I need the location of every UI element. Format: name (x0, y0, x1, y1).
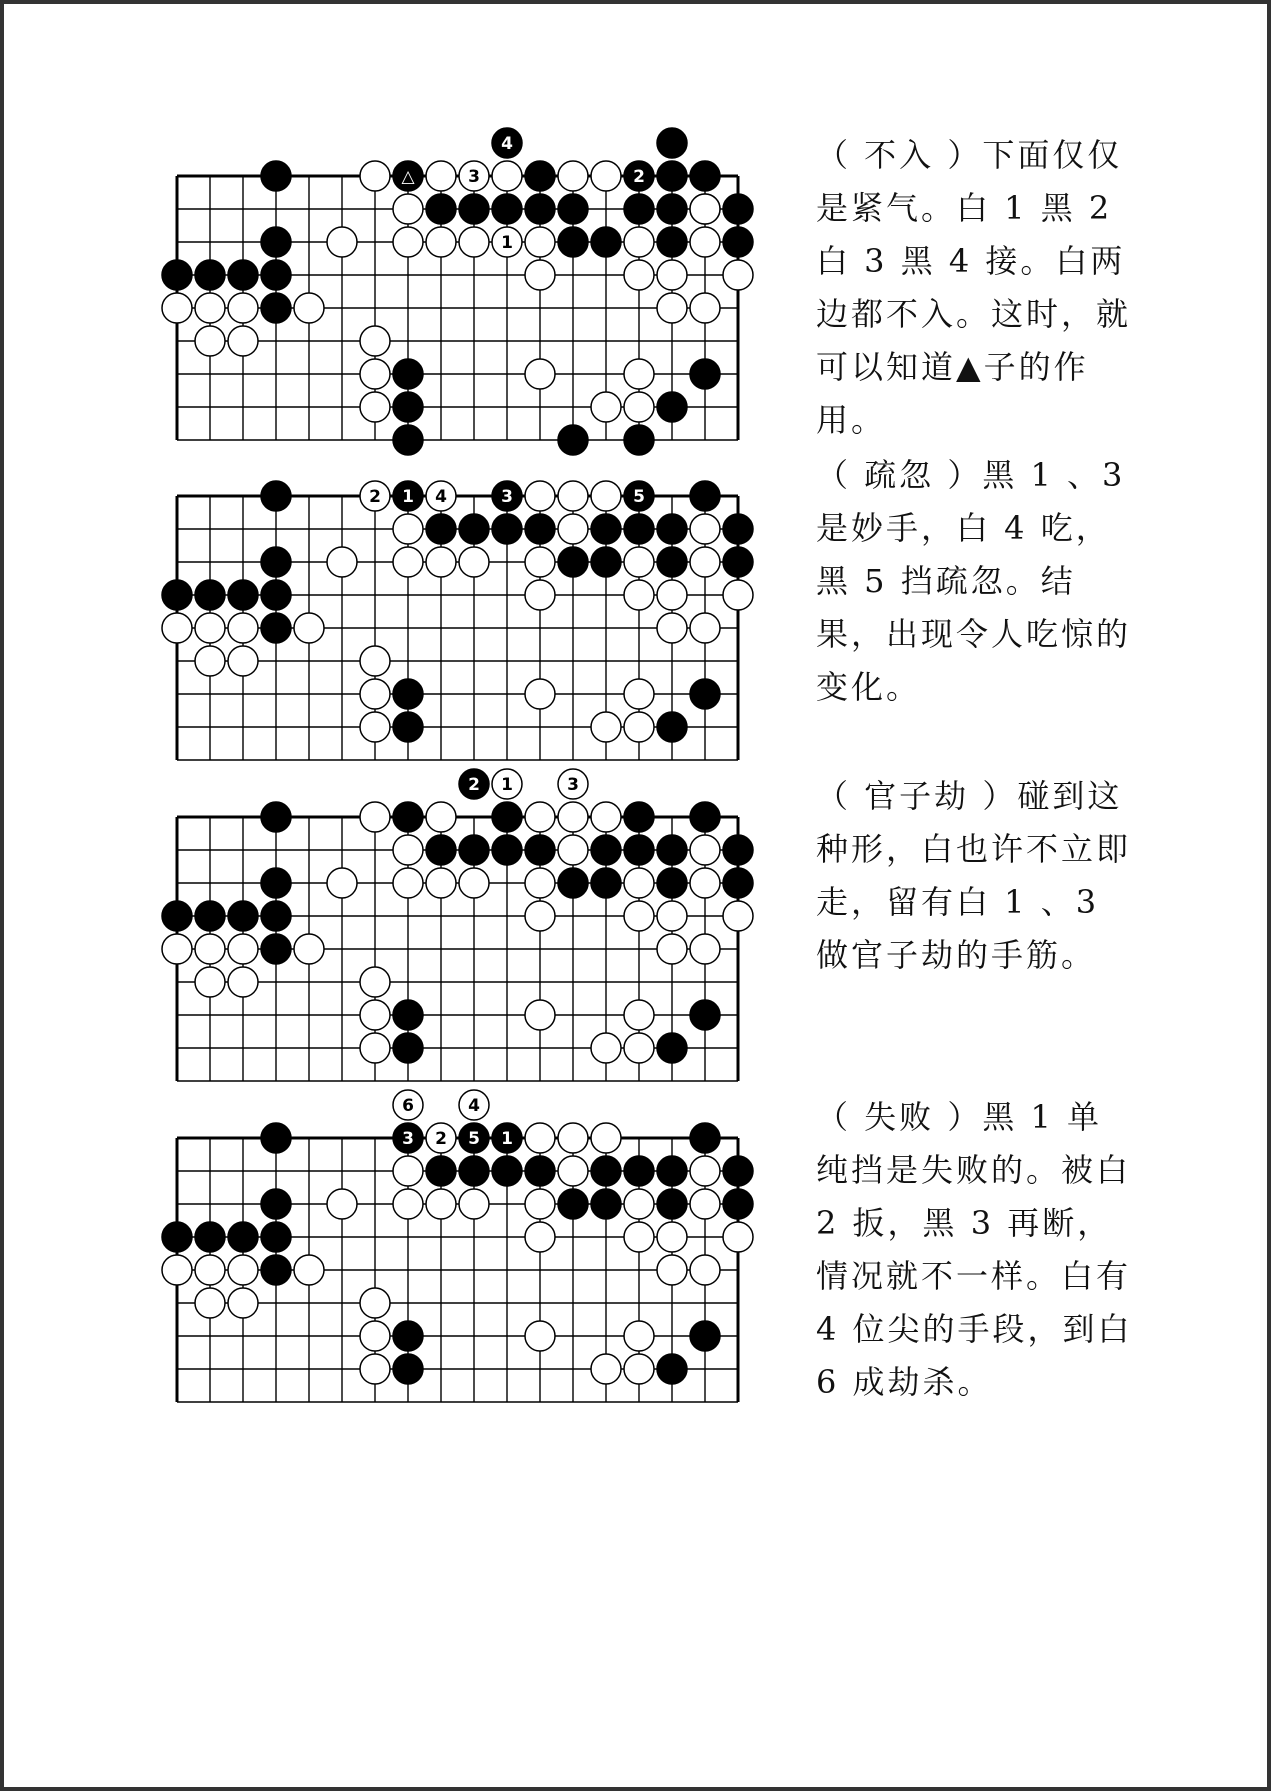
black-stone (195, 1222, 225, 1252)
black-stone (426, 514, 456, 544)
white-stone (690, 547, 720, 577)
white-stone (393, 514, 423, 544)
black-stone (492, 1123, 522, 1153)
problem-4 (4, 1091, 1271, 1401)
go-board-1 (169, 129, 769, 429)
white-stone (195, 1288, 225, 1318)
black-stone (261, 260, 291, 290)
white-stone (525, 359, 555, 389)
white-stone (624, 1033, 654, 1063)
black-stone (624, 802, 654, 832)
white-stone (360, 646, 390, 676)
white-stone (327, 227, 357, 257)
black-stone (261, 293, 291, 323)
black-stone (426, 835, 456, 865)
white-stone (327, 547, 357, 577)
white-stone (624, 227, 654, 257)
black-stone (657, 1156, 687, 1186)
white-stone (558, 481, 588, 511)
black-stone (525, 194, 555, 224)
white-stone (393, 547, 423, 577)
black-stone (261, 868, 291, 898)
white-stone (393, 1156, 423, 1186)
black-stone (261, 1222, 291, 1252)
white-stone (162, 934, 192, 964)
problem-1 (4, 129, 1271, 439)
white-stone (525, 227, 555, 257)
black-stone (261, 481, 291, 511)
white-stone (525, 260, 555, 290)
problem-2 (4, 449, 1271, 749)
white-stone (558, 1123, 588, 1153)
black-stone (261, 580, 291, 610)
white-stone (294, 1255, 324, 1285)
black-stone (195, 901, 225, 931)
black-stone (426, 1156, 456, 1186)
black-stone (657, 514, 687, 544)
white-stone (558, 802, 588, 832)
black-stone (591, 1189, 621, 1219)
black-stone (690, 1321, 720, 1351)
black-stone (459, 194, 489, 224)
black-stone (591, 835, 621, 865)
move-number: 1 (501, 1129, 513, 1149)
black-stone (591, 868, 621, 898)
black-stone (393, 679, 423, 709)
move-number: 4 (468, 1096, 480, 1116)
black-stone (228, 580, 258, 610)
move-number: 2 (369, 487, 381, 507)
black-stone (690, 481, 720, 511)
white-stone (393, 227, 423, 257)
white-stone (558, 835, 588, 865)
go-diagram-4 (169, 1091, 769, 1391)
black-stone (624, 514, 654, 544)
problem-3-text: （ 官子劫 ）碰到这种形，白也许不立即走，留有白 1 、3 做官子劫的手筋。 (816, 777, 1132, 974)
go-board-2 (169, 449, 769, 749)
white-stone (591, 1123, 621, 1153)
white-stone (195, 646, 225, 676)
move-number: 3 (402, 1129, 414, 1149)
white-stone (360, 1000, 390, 1030)
black-stone (558, 194, 588, 224)
white-stone (690, 194, 720, 224)
black-stone (393, 712, 423, 742)
white-stone (327, 1189, 357, 1219)
white-stone (558, 769, 588, 799)
black-stone (195, 260, 225, 290)
black-stone (492, 1156, 522, 1186)
white-stone (360, 481, 390, 511)
white-stone (657, 934, 687, 964)
white-stone (459, 868, 489, 898)
black-stone (723, 547, 753, 577)
black-stone (492, 802, 522, 832)
white-stone (525, 1000, 555, 1030)
white-stone (228, 1255, 258, 1285)
white-stone (591, 161, 621, 191)
move-number: △ (401, 167, 415, 187)
white-stone (393, 835, 423, 865)
white-stone (525, 868, 555, 898)
white-stone (690, 514, 720, 544)
white-stone (360, 359, 390, 389)
move-number: 3 (501, 487, 513, 507)
white-stone (294, 613, 324, 643)
move-number: 1 (402, 487, 414, 507)
white-stone (393, 868, 423, 898)
white-stone (360, 326, 390, 356)
black-stone (393, 481, 423, 511)
black-stone (162, 580, 192, 610)
black-stone (162, 1222, 192, 1252)
white-stone (690, 613, 720, 643)
white-stone (591, 481, 621, 511)
move-number: 6 (402, 1096, 414, 1116)
white-stone (327, 868, 357, 898)
white-stone (162, 613, 192, 643)
black-stone (492, 835, 522, 865)
black-stone (525, 161, 555, 191)
white-stone (228, 646, 258, 676)
white-stone (360, 392, 390, 422)
move-number: 1 (501, 233, 513, 253)
black-stone (393, 359, 423, 389)
black-stone (261, 227, 291, 257)
black-stone (690, 1000, 720, 1030)
black-stone (393, 802, 423, 832)
black-stone (261, 161, 291, 191)
white-stone (426, 1123, 456, 1153)
black-stone (591, 514, 621, 544)
black-stone (657, 712, 687, 742)
move-number: 5 (468, 1129, 480, 1149)
black-stone (261, 1255, 291, 1285)
white-stone (360, 1354, 390, 1384)
black-stone (558, 547, 588, 577)
white-stone (195, 613, 225, 643)
move-number: 3 (567, 775, 579, 795)
white-stone (657, 901, 687, 931)
white-stone (624, 580, 654, 610)
white-stone (360, 1033, 390, 1063)
white-stone (624, 712, 654, 742)
black-stone (261, 547, 291, 577)
black-stone (228, 901, 258, 931)
white-stone (195, 1255, 225, 1285)
black-stone (657, 194, 687, 224)
problem-4-text: （ 失败 ）黑 1 单纯挡是失败的。被白 2 扳，黑 3 再断，情况就不一样。白有 4 位尖的手段，到白 6 成劫杀。 (816, 1098, 1146, 1401)
black-stone (261, 1189, 291, 1219)
move-number: 2 (633, 167, 645, 187)
move-number: 2 (435, 1129, 447, 1149)
white-stone (558, 514, 588, 544)
white-stone (624, 1321, 654, 1351)
white-stone (426, 481, 456, 511)
black-stone (690, 1123, 720, 1153)
go-diagram-2 (169, 449, 769, 749)
white-stone (294, 293, 324, 323)
black-stone (723, 1156, 753, 1186)
black-stone (591, 227, 621, 257)
white-stone (624, 260, 654, 290)
white-stone (360, 712, 390, 742)
black-stone (657, 547, 687, 577)
white-stone (657, 260, 687, 290)
black-stone (624, 481, 654, 511)
white-stone (591, 1033, 621, 1063)
black-stone (657, 1033, 687, 1063)
black-stone (492, 194, 522, 224)
white-stone (228, 613, 258, 643)
problem-3 (4, 770, 1271, 1070)
go-diagram-3 (169, 770, 769, 1070)
black-stone (657, 227, 687, 257)
black-stone (525, 514, 555, 544)
white-stone (690, 293, 720, 323)
white-stone (624, 1222, 654, 1252)
black-stone (393, 1123, 423, 1153)
white-stone (657, 293, 687, 323)
white-stone (690, 1255, 720, 1285)
white-stone (492, 161, 522, 191)
white-stone (393, 1090, 423, 1120)
white-stone (393, 194, 423, 224)
black-stone (690, 802, 720, 832)
white-stone (195, 934, 225, 964)
black-stone (195, 580, 225, 610)
black-stone (690, 359, 720, 389)
white-stone (360, 1321, 390, 1351)
white-stone (459, 1090, 489, 1120)
white-stone (624, 1354, 654, 1384)
problem-2-text: （ 疏忽 ）黑 1 、3 是妙手，白 4 吃，黑 5 挡疏忽。结果，出现令人吃惊的变化。 (816, 456, 1139, 706)
white-stone (624, 868, 654, 898)
black-stone (657, 392, 687, 422)
white-stone (624, 679, 654, 709)
white-stone (360, 1288, 390, 1318)
white-stone (426, 161, 456, 191)
black-stone (657, 835, 687, 865)
black-stone (492, 514, 522, 544)
black-stone (723, 868, 753, 898)
black-stone (261, 802, 291, 832)
white-stone (624, 359, 654, 389)
black-stone (624, 835, 654, 865)
white-stone (459, 227, 489, 257)
move-number: 1 (501, 775, 513, 795)
black-stone (591, 1156, 621, 1186)
white-stone (723, 1222, 753, 1252)
black-stone (690, 161, 720, 191)
white-stone (525, 547, 555, 577)
white-stone (525, 802, 555, 832)
white-stone (492, 769, 522, 799)
white-stone (624, 1000, 654, 1030)
black-stone (459, 1156, 489, 1186)
white-stone (690, 835, 720, 865)
black-stone (261, 1123, 291, 1153)
black-stone (426, 194, 456, 224)
white-stone (690, 1156, 720, 1186)
black-stone (624, 161, 654, 191)
go-board-3 (169, 770, 769, 1070)
white-stone (525, 901, 555, 931)
white-stone (657, 1255, 687, 1285)
white-stone (294, 934, 324, 964)
black-stone (393, 161, 423, 191)
black-stone (591, 547, 621, 577)
white-stone (690, 868, 720, 898)
white-stone (162, 293, 192, 323)
white-stone (195, 326, 225, 356)
white-stone (525, 1189, 555, 1219)
black-stone (261, 613, 291, 643)
black-stone (459, 1123, 489, 1153)
black-stone (723, 514, 753, 544)
black-stone (393, 1000, 423, 1030)
move-number: 5 (633, 487, 645, 507)
black-stone (624, 1156, 654, 1186)
white-stone (426, 1189, 456, 1219)
black-stone (393, 1354, 423, 1384)
white-stone (657, 1222, 687, 1252)
white-stone (657, 613, 687, 643)
black-stone (525, 835, 555, 865)
white-stone (459, 1189, 489, 1219)
white-stone (558, 161, 588, 191)
black-stone (558, 868, 588, 898)
white-stone (723, 260, 753, 290)
white-stone (459, 161, 489, 191)
white-stone (195, 967, 225, 997)
black-stone (393, 1033, 423, 1063)
white-stone (426, 802, 456, 832)
white-stone (591, 1354, 621, 1384)
black-stone (723, 835, 753, 865)
white-stone (657, 580, 687, 610)
white-stone (360, 161, 390, 191)
go-diagram-1 (169, 129, 769, 429)
black-stone (690, 679, 720, 709)
black-stone (624, 194, 654, 224)
black-stone (657, 161, 687, 191)
problem-1-text: （ 不入 ）下面仅仅是紧气。白 1 黑 2 白 3 黑 4 接。白两边都不入。这时，就可以知道▲子的作用。 (816, 136, 1132, 439)
black-stone (162, 901, 192, 931)
white-stone (690, 934, 720, 964)
black-stone (261, 934, 291, 964)
black-stone (657, 1354, 687, 1384)
go-board-4 (169, 1091, 769, 1391)
black-stone (723, 227, 753, 257)
black-stone (492, 481, 522, 511)
white-stone (228, 326, 258, 356)
white-stone (525, 1321, 555, 1351)
white-stone (525, 1222, 555, 1252)
white-stone (228, 967, 258, 997)
white-stone (525, 580, 555, 610)
white-stone (426, 547, 456, 577)
white-stone (360, 967, 390, 997)
white-stone (723, 901, 753, 931)
white-stone (228, 293, 258, 323)
black-stone (525, 1156, 555, 1186)
white-stone (360, 679, 390, 709)
white-stone (360, 802, 390, 832)
white-stone (723, 580, 753, 610)
white-stone (624, 547, 654, 577)
move-number: 3 (468, 167, 480, 187)
white-stone (591, 802, 621, 832)
black-stone (393, 1321, 423, 1351)
white-stone (228, 934, 258, 964)
white-stone (690, 227, 720, 257)
white-stone (624, 392, 654, 422)
move-number: 4 (501, 134, 513, 154)
black-stone (228, 260, 258, 290)
white-stone (525, 1123, 555, 1153)
black-stone (162, 260, 192, 290)
black-stone (558, 227, 588, 257)
white-stone (426, 868, 456, 898)
white-stone (591, 392, 621, 422)
black-stone (657, 1189, 687, 1219)
black-stone (459, 514, 489, 544)
white-stone (624, 1189, 654, 1219)
move-number: 2 (468, 775, 480, 795)
black-stone (558, 1189, 588, 1219)
move-number: 4 (435, 487, 447, 507)
black-stone (723, 1189, 753, 1219)
white-stone (195, 293, 225, 323)
white-stone (624, 901, 654, 931)
black-stone (723, 194, 753, 224)
black-stone (657, 128, 687, 158)
white-stone (459, 547, 489, 577)
black-stone (657, 868, 687, 898)
black-stone (228, 1222, 258, 1252)
white-stone (525, 481, 555, 511)
black-stone (459, 769, 489, 799)
white-stone (492, 227, 522, 257)
white-stone (558, 1156, 588, 1186)
black-stone (393, 392, 423, 422)
white-stone (162, 1255, 192, 1285)
white-stone (228, 1288, 258, 1318)
black-stone (261, 901, 291, 931)
black-stone (492, 128, 522, 158)
white-stone (690, 1189, 720, 1219)
black-stone (459, 835, 489, 865)
white-stone (426, 227, 456, 257)
white-stone (393, 1189, 423, 1219)
white-stone (591, 712, 621, 742)
white-stone (525, 679, 555, 709)
